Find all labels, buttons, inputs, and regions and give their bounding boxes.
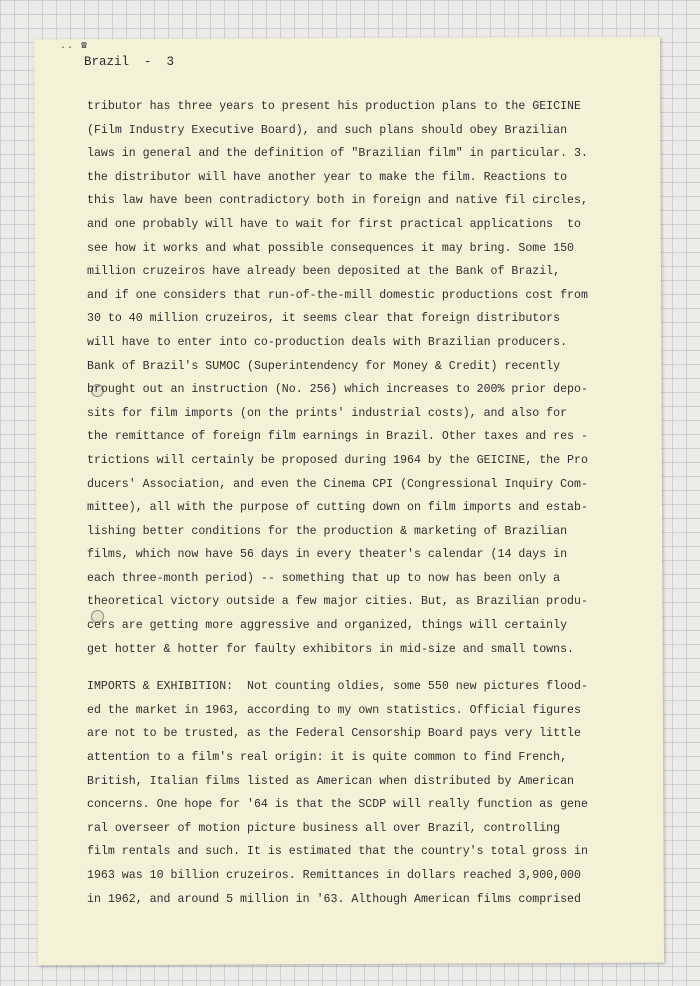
paragraph-gap (87, 661, 617, 675)
text-line: in 1962, and around 5 million in '63. Although American films comprised (87, 892, 581, 906)
text-line: lishing better conditions for the production & marketing of Brazilian (87, 524, 568, 538)
text-line: tributor has three years to present his production plans to the GEICINE (87, 100, 581, 113)
text-line: and one probably will have to wait for first practical applications to (87, 217, 581, 231)
page-body (87, 95, 617, 911)
top-mark: .. ☎ (60, 41, 89, 52)
text-line: ducers' Association, and even the Cinema CPI (Congressional Inquiry Com- (87, 477, 588, 491)
text-line: mittee), all with the purpose of cutting down on film imports and estab- (87, 501, 588, 515)
text-line: trictions will certainly be proposed during 1964 by the GEICINE, the Pro (87, 453, 588, 467)
text-line: film rentals and such. It is estimated that the country's total gross in (87, 845, 588, 859)
text-line: the remittance of foreign film earnings in Brazil. Other taxes and res - (87, 430, 588, 444)
text-line: the distributor will have another year to make the film. Reactions to (87, 170, 568, 184)
page-header: Brazil - 3 (84, 55, 175, 69)
text-line: cers are getting more aggressive and organized, things will certainly (87, 619, 568, 633)
text-line: 1963 was 10 billion cruzeiros. Remittances in dollars reached 3,900,000 (87, 869, 581, 882)
text-line: get hotter & hotter for faulty exhibitors in mid-size and small towns. (87, 642, 575, 656)
text-line: Bank of Brazil's SUMOC (Superintendency for Money & Credit) recently (87, 359, 561, 373)
text-line: concerns. One hope for '64 is that the SCDP will really function as gene (87, 798, 588, 812)
text-line: brought out an instruction (No. 256) which increases to 200% prior depo- (87, 383, 588, 397)
text-line: IMPORTS & EXHIBITION: Not counting oldies, some 550 new pictures flood- (87, 680, 588, 694)
text-line: laws in general and the definition of "Brazilian film" in particular. 3. (87, 147, 588, 161)
text-line: theoretical victory outside a few major cities. But, as Brazilian produ- (87, 595, 588, 609)
text-line: million cruzeiros have already been deposited at the Bank of Brazil, (87, 265, 561, 279)
text-line: British, Italian films listed as American when distributed by American (87, 774, 575, 788)
text-line: sits for film imports (on the prints' industrial costs), and also for (87, 406, 568, 420)
text-line: this law have been contradictory both in foreign and native fil circles, (87, 194, 588, 208)
text-line: (Film Industry Executive Board), and such plans should obey Brazilian (87, 123, 568, 137)
text-line: ed the market in 1963, according to my own statistics. Official figures (87, 703, 581, 717)
paragraph-regulations (87, 95, 617, 661)
text-line: will have to enter into co-production deals with Brazilian producers. (87, 335, 568, 349)
text-line: 30 to 40 million cruzeiros, it seems clear that foreign distributors (87, 312, 561, 326)
text-line: see how it works and what possible consequences it may bring. Some 150 (87, 241, 575, 255)
text-line: are not to be trusted, as the Federal Censorship Board pays very little (87, 727, 581, 741)
text-line: attention to a film's real origin: it is quite common to find French, (87, 751, 568, 765)
paragraph-imports-exhibition (87, 675, 617, 911)
text-line: and if one considers that run-of-the-mill domestic productions cost from (87, 288, 588, 302)
text-line: ral overseer of motion picture business all over Brazil, controlling (87, 821, 561, 835)
text-line: each three-month period) -- something that up to now has been only a (87, 571, 561, 585)
text-line: films, which now have 56 days in every theater's calendar (14 days in (87, 548, 568, 562)
